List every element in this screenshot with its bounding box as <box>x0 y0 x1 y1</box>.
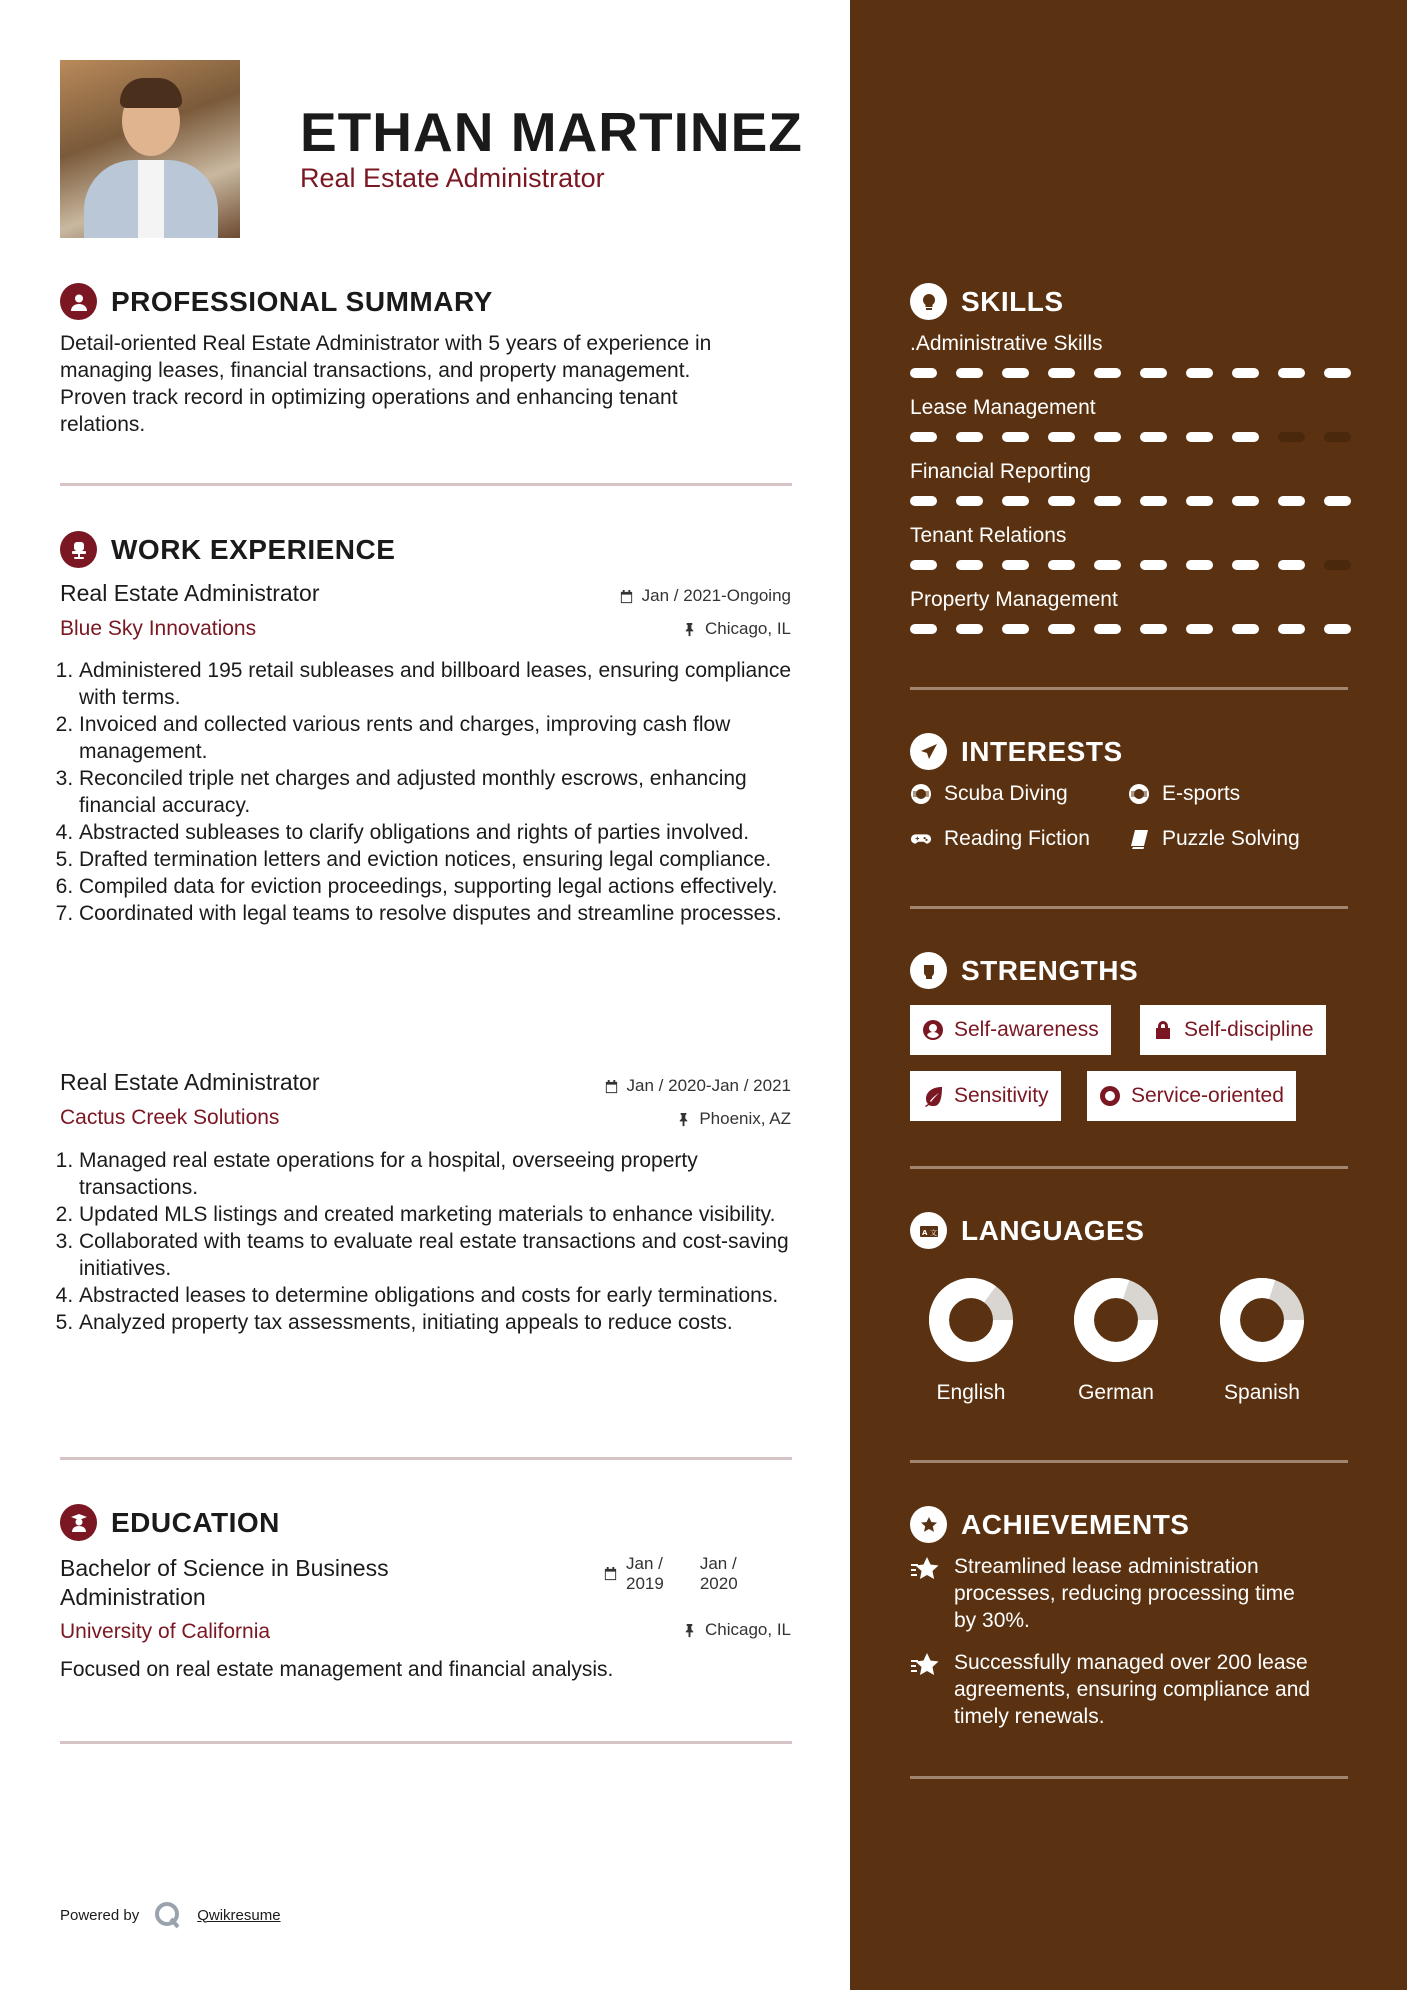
skill-dot <box>1186 624 1213 634</box>
star-icon <box>910 1651 940 1681</box>
work-title: WORK EXPERIENCE <box>111 533 396 565</box>
education-location: Chicago, IL <box>682 1620 791 1640</box>
skill-name: Financial Reporting <box>910 460 1091 483</box>
skill-dot <box>956 560 983 570</box>
work-header <box>60 531 395 568</box>
skill-dot <box>1186 560 1213 570</box>
achievements-title: ACHIEVEMENTS <box>961 1508 1190 1540</box>
calendar-icon <box>603 1566 618 1581</box>
job-bullets <box>60 657 800 927</box>
svg-text:文: 文 <box>929 1228 937 1237</box>
language-name: English <box>936 1381 1006 1404</box>
skill-dot <box>1140 496 1167 506</box>
graduate-icon <box>60 1504 97 1541</box>
qwikresume-link[interactable]: Qwikresume <box>197 1906 281 1924</box>
skills-header <box>910 283 1064 320</box>
list-item: 3. Reconciled triple net charges and adjusted monthly escrows, enhancing financial accuracy. <box>79 765 800 819</box>
list-item: 5. Drafted termination letters and eviction notices, ensuring legal compliance. <box>79 846 800 873</box>
skill-dot <box>1048 432 1075 442</box>
skill-dot <box>1232 368 1259 378</box>
skill-meter <box>910 624 1351 634</box>
skill-dot <box>1094 560 1121 570</box>
divider <box>910 906 1348 909</box>
skill-dot <box>1140 624 1167 634</box>
footer <box>60 1900 281 1930</box>
interest-item: Reading Fiction <box>910 827 1090 851</box>
school: University of California <box>60 1620 271 1643</box>
interests-header <box>910 733 1123 770</box>
job-title: Real Estate Administrator <box>60 1069 320 1095</box>
skill-dot <box>1232 560 1259 570</box>
skill-meter <box>910 432 1351 442</box>
list-item: 2. Invoiced and collected various rents and charges, improving cash flow management. <box>79 711 800 765</box>
skills-title: SKILLS <box>961 285 1064 317</box>
skill-dot <box>1324 560 1351 570</box>
summary-text: Detail-oriented Real Estate Administrator with 5 years of experience in managing leases, financial transactions, and property management. Proven track record in optimizing operations and enhancing tenant relations. <box>60 332 712 436</box>
star-icon <box>910 1555 940 1585</box>
strength-chip: Service-oriented <box>1087 1071 1296 1121</box>
skill-dot <box>1002 496 1029 506</box>
language-ring <box>1220 1278 1304 1362</box>
lifebuoy-icon <box>910 783 932 805</box>
star-badge-icon <box>910 1506 947 1543</box>
skill-dot <box>1002 560 1029 570</box>
qwikresume-logo-icon <box>153 1900 183 1930</box>
skill-dot <box>1278 624 1305 634</box>
strength-chip: Self-awareness <box>910 1005 1111 1055</box>
skill-dot <box>1186 432 1213 442</box>
skill-meter <box>910 496 1351 506</box>
job-dates: Jan / 2020-Jan / 2021 <box>604 1076 791 1096</box>
list-item: 6. Compiled data for eviction proceedings, supporting legal actions effectively. <box>79 873 800 900</box>
skill-dot <box>1232 432 1259 442</box>
education-dates: Jan / 2019 Jan / 2020 <box>603 1554 738 1594</box>
skill-dot <box>1278 432 1305 442</box>
summary-title: PROFESSIONAL SUMMARY <box>111 285 493 317</box>
interest-item: Puzzle Solving <box>1128 827 1300 851</box>
pin-icon <box>682 1623 697 1638</box>
skill-dot <box>1324 368 1351 378</box>
skill-dot <box>1324 624 1351 634</box>
list-item: 7. Coordinated with legal teams to resolve disputes and streamline processes. <box>79 900 800 927</box>
skill-dot <box>910 560 937 570</box>
job-company: Cactus Creek Solutions <box>60 1106 280 1129</box>
skill-dot <box>956 496 983 506</box>
job-location: Chicago, IL <box>682 619 791 639</box>
skill-dot <box>1324 432 1351 442</box>
skill-dot <box>956 624 983 634</box>
language-ring <box>1074 1278 1158 1362</box>
skill-dot <box>1048 560 1075 570</box>
interests-title: INTERESTS <box>961 735 1123 767</box>
briefcase-chair-icon <box>60 531 97 568</box>
achievements-header <box>910 1506 1189 1543</box>
skill-dot <box>1094 432 1121 442</box>
skill-dot <box>1140 432 1167 442</box>
skill-dot <box>1048 496 1075 506</box>
job-title: Real Estate Administrator <box>60 580 320 606</box>
language-name: Spanish <box>1224 1381 1300 1404</box>
pin-icon <box>682 622 697 637</box>
divider <box>910 687 1348 690</box>
pin-icon <box>676 1112 691 1127</box>
divider <box>60 1457 792 1460</box>
skill-dot <box>1002 624 1029 634</box>
lightbulb-icon <box>910 283 947 320</box>
skill-dot <box>1094 496 1121 506</box>
achievement-item: Successfully managed over 200 lease agreements, ensuring compliance and timely renewals. <box>910 1649 1310 1730</box>
lock-icon <box>1152 1019 1174 1041</box>
lifebuoy-icon <box>1128 783 1150 805</box>
divider <box>60 1741 792 1744</box>
list-item: 5. Analyzed property tax assessments, initiating appeals to reduce costs. <box>79 1309 800 1336</box>
job-bullets <box>60 1147 800 1336</box>
education-title: EDUCATION <box>111 1506 280 1538</box>
skill-dot <box>1048 368 1075 378</box>
divider <box>910 1460 1348 1463</box>
divider <box>60 483 792 486</box>
language-icon <box>910 1212 947 1249</box>
book-icon <box>1128 828 1150 850</box>
skill-meter <box>910 560 1351 570</box>
profile-photo <box>60 60 240 238</box>
user-circle-icon <box>922 1019 944 1041</box>
skill-dot <box>910 496 937 506</box>
list-item: 4. Abstracted leases to determine obligations and costs for early terminations. <box>79 1282 800 1309</box>
skill-dot <box>1278 560 1305 570</box>
calendar-icon <box>604 1079 619 1094</box>
job-location: Phoenix, AZ <box>676 1109 791 1129</box>
skill-dot <box>1094 368 1121 378</box>
skill-dot <box>1048 624 1075 634</box>
job-dates: Jan / 2021-Ongoing <box>619 586 791 606</box>
skill-dot <box>1140 560 1167 570</box>
skill-dot <box>1002 432 1029 442</box>
skill-name: .Administrative Skills <box>910 332 1103 355</box>
lifebuoy-icon <box>1099 1085 1121 1107</box>
skill-dot <box>1324 496 1351 506</box>
skill-dot <box>1278 368 1305 378</box>
skill-dot <box>1232 624 1259 634</box>
skill-name: Property Management <box>910 588 1118 611</box>
calendar-icon <box>619 589 634 604</box>
languages-title: LANGUAGES <box>961 1214 1145 1246</box>
skill-name: Lease Management <box>910 396 1096 419</box>
education-description: Focused on real estate management and financial analysis. <box>60 1658 614 1681</box>
summary-header <box>60 283 493 320</box>
divider <box>910 1776 1348 1779</box>
skill-dot <box>1094 624 1121 634</box>
skill-dot <box>1232 496 1259 506</box>
job-company: Blue Sky Innovations <box>60 617 257 640</box>
list-item: 1. Managed real estate operations for a hospital, overseeing property transactions. <box>79 1147 800 1201</box>
svg-text:A: A <box>921 1228 927 1237</box>
list-item: 1. Administered 195 retail subleases and billboard leases, ensuring compliance with terms. <box>79 657 800 711</box>
user-icon <box>60 283 97 320</box>
language-name: German <box>1078 1381 1154 1404</box>
gamepad-icon <box>910 828 932 850</box>
interest-item: E-sports <box>1128 782 1240 806</box>
skill-dot <box>910 368 937 378</box>
skill-name: Tenant Relations <box>910 524 1067 547</box>
list-item: 4. Abstracted subleases to clarify obligations and rights of parties involved. <box>79 819 800 846</box>
skill-dot <box>1278 496 1305 506</box>
leaf-icon <box>922 1085 944 1107</box>
interest-item: Scuba Diving <box>910 782 1068 806</box>
candidate-role: Real Estate Administrator <box>300 163 605 193</box>
powered-by-label: Powered by <box>60 1906 140 1924</box>
skill-dot <box>1186 496 1213 506</box>
list-item: 3. Collaborated with teams to evaluate real estate transactions and cost-saving initiatives. <box>79 1228 800 1282</box>
skill-dot <box>910 624 937 634</box>
skill-dot <box>1002 368 1029 378</box>
strength-chip: Sensitivity <box>910 1071 1061 1121</box>
skill-dot <box>1186 368 1213 378</box>
strength-chip: Self-discipline <box>1140 1005 1326 1055</box>
languages-header <box>910 1212 1144 1249</box>
skill-dot <box>956 432 983 442</box>
list-item: 2. Updated MLS listings and created marketing materials to enhance visibility. <box>79 1201 800 1228</box>
skill-meter <box>910 368 1351 378</box>
candidate-name: ETHAN MARTINEZ <box>300 101 803 163</box>
skill-dot <box>1140 368 1167 378</box>
fist-icon <box>910 952 947 989</box>
divider <box>910 1166 1348 1169</box>
skill-dot <box>910 432 937 442</box>
strengths-header <box>910 952 1138 989</box>
education-header <box>60 1504 280 1541</box>
strengths-title: STRENGTHS <box>961 954 1139 986</box>
skill-dot <box>956 368 983 378</box>
language-ring <box>929 1278 1013 1362</box>
degree: Bachelor of Science in Business Administration <box>60 1555 389 1610</box>
achievement-item: Streamlined lease administration processes, reducing processing time by 30%. <box>910 1553 1295 1634</box>
paper-plane-icon <box>910 733 947 770</box>
